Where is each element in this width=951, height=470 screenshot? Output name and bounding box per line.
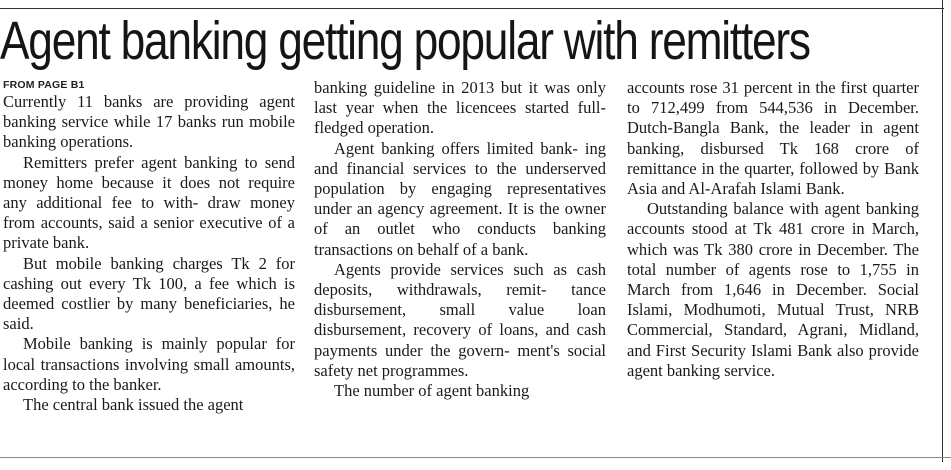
article-column-3 (627, 78, 919, 381)
paragraph: The central bank issued the agent (23, 395, 244, 415)
paragraph: Mobile banking is mainly popular for local transactions involving small amounts, according to the banker. (3, 334, 295, 394)
paragraph: Outstanding balance with agent banking accounts stood at Tk 481 crore in March, which was Tk 380 crore in December. The total number of agents rose to 1,755 in March from 1,646 in December. Social Islami, Modhumoti, Mutual Trust, NRB Commercial, Standard, Agrani, Midland, and First Security Islami Bank also provide agent banking service. (627, 199, 919, 380)
kicker-from-page: FROM PAGE B1 (3, 79, 85, 91)
right-column-rule (942, 0, 943, 462)
article-column-1 (3, 78, 295, 415)
paragraph: But mobile banking charges Tk 2 for cashing out every Tk 100, a fee which is deemed costlier by many beneficiaries, he said. (3, 253, 295, 334)
top-rule (0, 8, 944, 9)
paragraph: Agents provide services such as cash deposits, withdrawals, remit- tance disbursement, small value loan disbursement, recovery of loans, and cash payments under the govern- ment's social safety net programmes. (314, 259, 606, 380)
paragraph: The number of agent banking (334, 381, 530, 401)
paragraph: accounts rose 31 percent in the first quarter to 712,499 from 544,536 in December. Dutch-Bangla Bank, the leader in agent banking, disbursed Tk 168 crore of remittance in the quarter, followed by Bank Asia and Al-Arafah Islami Bank. (627, 78, 919, 199)
paragraph: Currently 11 banks are providing agent banking service while 17 banks run mobile banking operations. (3, 92, 295, 152)
article-column-2 (314, 78, 606, 401)
paragraph: Remitters prefer agent banking to send money home because it does not require any additional fee to with- draw money from accounts, said a senior executive of a private bank. (3, 152, 295, 253)
bottom-rule (0, 457, 951, 458)
paragraph: Agent banking offers limited bank- ing and financial services to the underserved population by engaging representatives under an agency agreement. It is the owner of an outlet who conducts banking transactions on behalf of a bank. (314, 138, 606, 259)
paragraph: banking guideline in 2013 but it was only last year when the licencees started full-fledged operation. (314, 78, 606, 138)
headline: Agent banking getting popular with remitters (0, 11, 810, 71)
